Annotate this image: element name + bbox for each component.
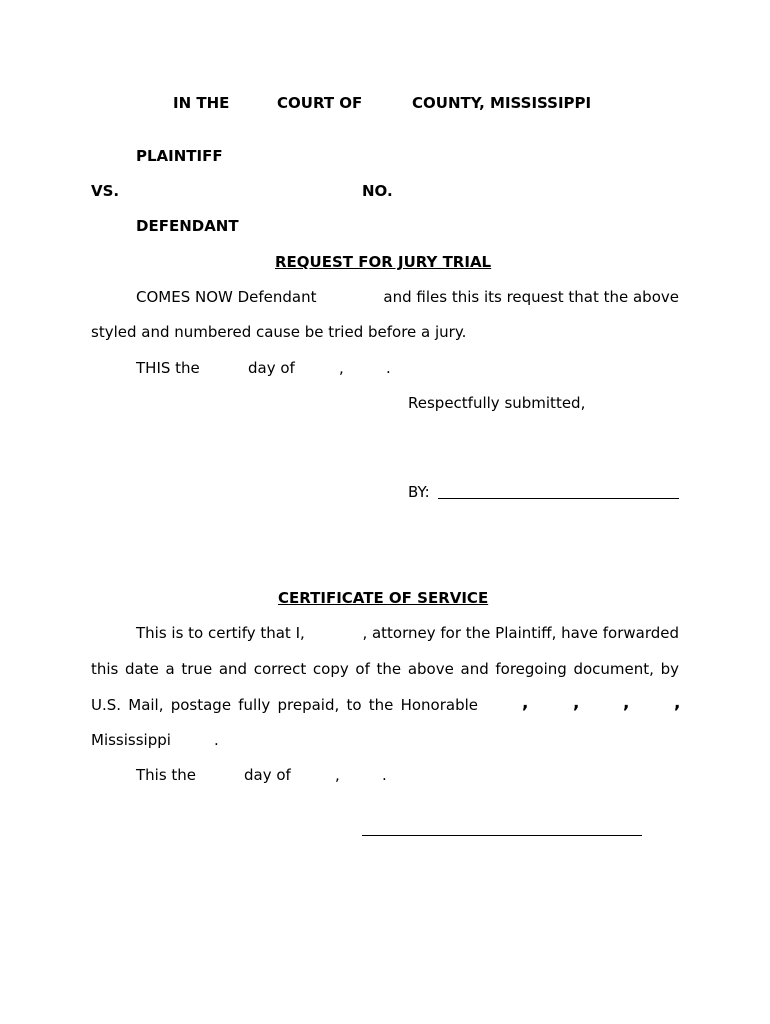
address-comma-4: , xyxy=(674,693,681,713)
certificate-title: CERTIFICATE OF SERVICE xyxy=(278,589,489,607)
request-line1-start: COMES NOW Defendant xyxy=(136,288,317,306)
certificate-line3: U.S. Mail, postage fully prepaid, to the Honorable xyxy=(91,696,478,714)
caption-defendant: DEFENDANT xyxy=(136,217,239,235)
certificate-date-period: . xyxy=(382,766,387,784)
request-line2: styled and numbered cause be tried before a jury. xyxy=(91,323,467,341)
certificate-date-day-of: day of xyxy=(244,766,291,784)
request-title: REQUEST FOR JURY TRIAL xyxy=(275,253,492,271)
caption-county: COUNTY, MISSISSIPPI xyxy=(412,94,592,112)
certificate-date-this: This the xyxy=(136,766,197,784)
request-date-comma: , xyxy=(339,359,344,377)
request-date-period: . xyxy=(386,359,391,377)
certificate-line4-period: . xyxy=(214,731,219,749)
certificate-line1-start: This is to certify that I, xyxy=(136,624,305,642)
request-date-this: THIS the xyxy=(136,359,200,377)
certificate-signature-line xyxy=(362,835,642,836)
request-date-day-of: day of xyxy=(248,359,295,377)
address-comma-3: , xyxy=(623,693,630,713)
certificate-line4: Mississippi xyxy=(91,731,171,749)
signature-by-label: BY: xyxy=(408,483,430,501)
certificate-line2: this date a true and correct copy of the above and foregoing document, by xyxy=(91,660,679,678)
respectfully-submitted: Respectfully submitted, xyxy=(408,394,586,412)
request-line1-end: and files this its request that the above xyxy=(383,288,679,306)
address-comma-2: , xyxy=(573,693,580,713)
caption-in-the: IN THE xyxy=(173,94,230,112)
signature-line xyxy=(438,498,679,499)
caption-court-of: COURT OF xyxy=(277,94,363,112)
caption-plaintiff: PLAINTIFF xyxy=(136,147,223,165)
address-comma-1: , xyxy=(522,693,529,713)
caption-vs: VS. xyxy=(91,182,120,200)
certificate-line1-end: , attorney for the Plaintiff, have forwarded xyxy=(362,624,679,642)
certificate-date-comma: , xyxy=(335,766,340,784)
caption-case-no: NO. xyxy=(362,182,393,200)
